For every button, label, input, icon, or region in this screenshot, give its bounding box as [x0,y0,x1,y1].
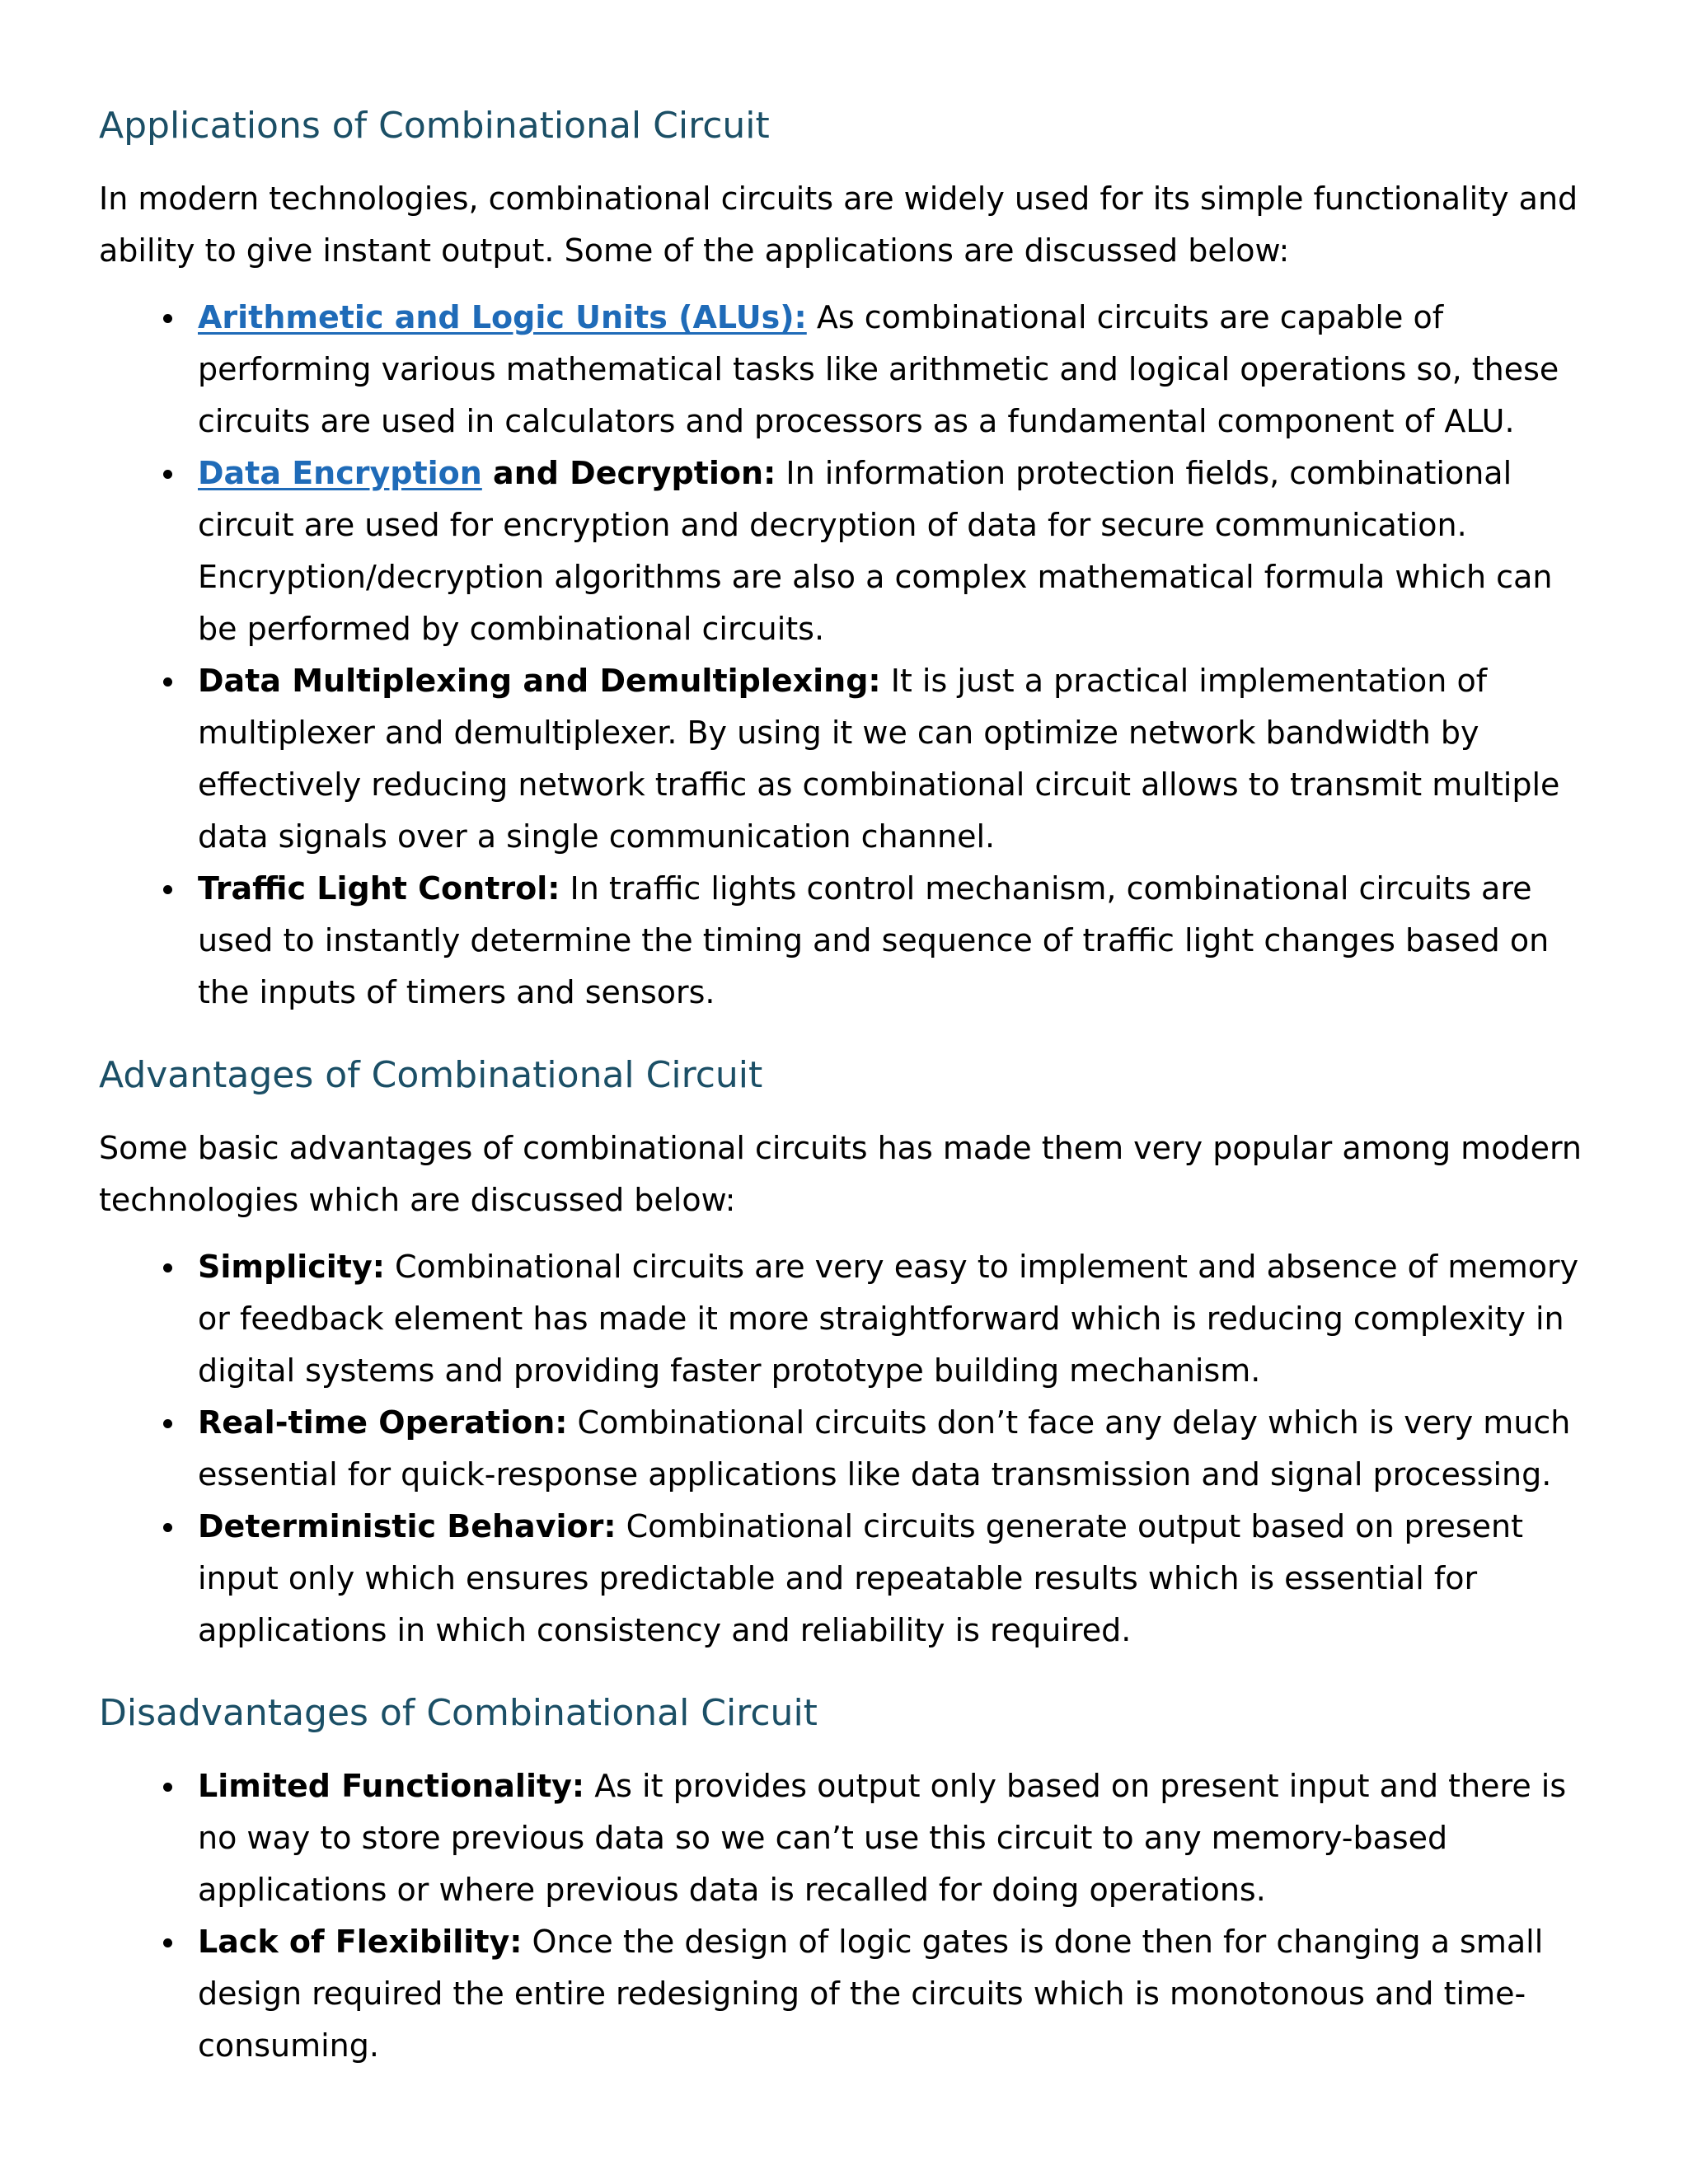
list-item-limited-functionality [198,1760,1589,1916]
list-item-multiplexing [198,655,1589,863]
disadvantages-list [99,1760,1589,2072]
list-item-deterministic [198,1501,1589,1657]
encryption-title-rest: and Decryption: [481,455,776,491]
applications-section [99,97,1589,1019]
advantages-section [99,1047,1589,1657]
advantages-heading: Advantages of Combinational Circuit [99,1054,763,1096]
alu-text: As combinational circuits are capable of performing various mathematical tasks like arithmetic and logical operations so, these circuits are used in calculators and processors as a fundamental component of ALU. [198,299,1559,439]
applications-intro: In modern technologies, combinational circuits are widely used for its simple functionality and ability to give instant output. Some of the applications are discussed below: [99,180,1578,269]
applications-heading: Applications of Combinational Circuit [99,105,770,147]
lack-of-flexibility-title: Lack of Flexibility: [198,1924,523,1960]
advantages-list [99,1241,1589,1657]
traffic-light-text: In traffic lights control mechanism, combinational circuits are used to instantly determine the timing and sequence of traffic light changes based on the inputs of timers and sensors. [198,870,1550,1010]
list-item-simplicity [198,1241,1589,1397]
simplicity-title: Simplicity: [198,1249,385,1285]
applications-list [99,292,1589,1019]
list-item-alu [198,292,1589,448]
data-encryption-link[interactable]: Data Encryption [198,455,482,491]
multiplexing-text: It is just a practical implementation of multiplexer and demultiplexer. By using it we can optimize network bandwidth by effectively reducing network traffic as combinational circuit allows to transmit multiple data signals over a single communication channel. [198,663,1560,855]
limited-functionality-title: Limited Functionality: [198,1768,585,1804]
real-time-title: Real-time Operation: [198,1404,568,1441]
list-item-real-time [198,1397,1589,1501]
list-item-lack-of-flexibility [198,1916,1589,2072]
list-item-traffic-light [198,863,1589,1019]
list-item-encryption [198,448,1589,655]
deterministic-text: Combinational circuits generate output based on present input only which ensures predictable and repeatable results which is essential for applications in which consistency and reliability is required. [198,1508,1524,1648]
alu-link[interactable]: Arithmetic and Logic Units (ALUs): [198,299,807,335]
advantages-intro: Some basic advantages of combinational circuits has made them very popular among modern technologies which are discussed below: [99,1130,1582,1218]
multiplexing-title: Data Multiplexing and Demultiplexing: [198,663,881,699]
traffic-light-title: Traffic Light Control: [198,870,560,907]
deterministic-title: Deterministic Behavior: [198,1508,617,1544]
simplicity-text: Combinational circuits are very easy to implement and absence of memory or feedback element has made it more straightforward which is reducing complexity in digital systems and providing faster prototype building mechanism. [198,1249,1579,1389]
encryption-text: In information protection fields, combinational circuit are used for encryption and decryption of data for secure communication. Encryption/decryption algorithms are also a complex mathematical formula which can be performed by combinational circuits. [198,455,1553,647]
real-time-text: Combinational circuits don’t face any delay which is very much essential for quick-response applications like data transmission and signal processing. [198,1404,1571,1493]
disadvantages-section [99,1685,1589,2072]
limited-functionality-text: As it provides output only based on present input and there is no way to store previous data so we can’t use this circuit to any memory-based applications or where previous data is recalled for doing operations. [198,1768,1567,1908]
lack-of-flexibility-text: Once the design of logic gates is done then for changing a small design required the entire redesigning of the circuits which is monotonous and time-consuming. [198,1924,1544,2064]
disadvantages-heading: Disadvantages of Combinational Circuit [99,1692,818,1734]
